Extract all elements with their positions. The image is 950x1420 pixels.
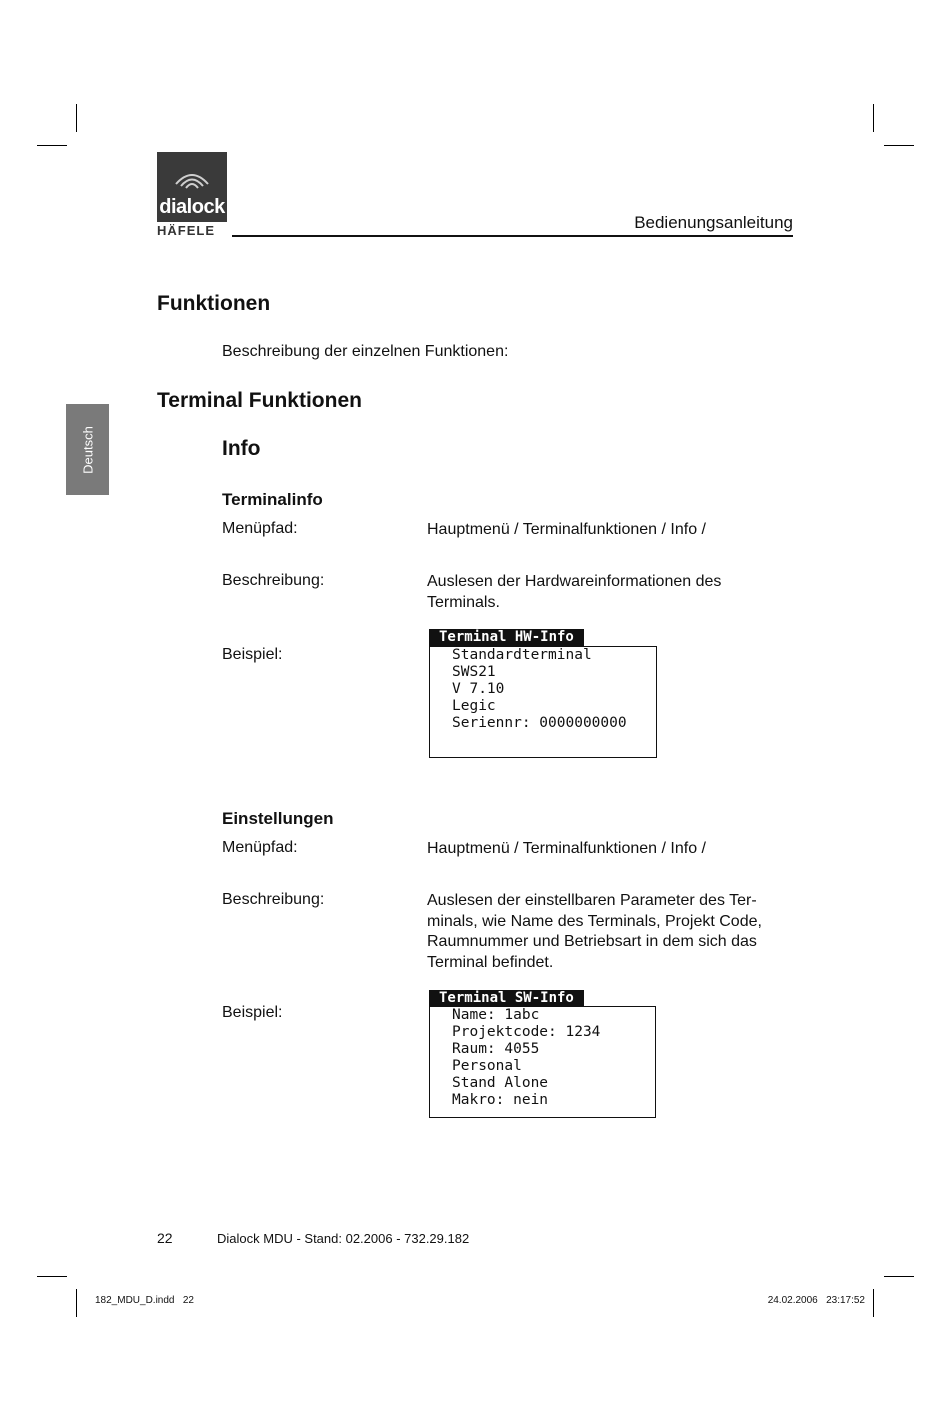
header-rule — [232, 235, 793, 237]
section-intro: Beschreibung der einzelnen Funktionen: — [222, 343, 509, 360]
slug-timestamp: 24.02.2006 23:17:52 — [767, 1295, 865, 1306]
screen-line: Stand Alone — [452, 1075, 549, 1091]
sw-info-screen-title: Terminal SW-Info — [429, 990, 584, 1007]
einstellungen-desc-label: Beschreibung: — [222, 891, 325, 908]
description-line: Auslesen der einstellbaren Parameter des Ter- — [427, 892, 757, 909]
crop-mark — [37, 145, 67, 146]
crop-mark — [76, 104, 77, 132]
description-line: Auslesen der Hardwareinformationen des — [427, 573, 722, 590]
terminalinfo-menu-label: Menüpfad: — [222, 520, 298, 537]
footer-doc-info: Dialock MDU - Stand: 02.2006 - 732.29.182 — [217, 1231, 470, 1246]
einstellungen-description — [427, 891, 797, 973]
page-number: 22 — [157, 1230, 173, 1246]
description-line: Terminal befindet. — [427, 953, 554, 971]
description-line: minals, wie Name des Terminals, Projekt Code, — [427, 912, 762, 930]
einstellungen-menu-value: Hauptmenü / Terminalfunktionen / Info / — [427, 840, 706, 857]
einstellungen-menu-label: Menüpfad: — [222, 839, 298, 856]
brand-name: HÄFELE — [157, 223, 215, 238]
terminalinfo-desc-label: Beschreibung: — [222, 572, 325, 589]
group-title: Info — [222, 437, 261, 460]
hw-info-screen-title: Terminal HW-Info — [429, 629, 584, 646]
crop-mark — [884, 1276, 914, 1277]
document-type: Bedienungsanleitung — [634, 213, 793, 232]
screen-line: Projektcode: 1234 — [452, 1024, 601, 1040]
einstellungen-example-label: Beispiel: — [222, 1004, 283, 1021]
logo-wordmark: dialock — [159, 196, 225, 218]
dialock-logo — [157, 152, 227, 222]
slug-filename: 182_MDU_D.indd 22 — [95, 1295, 194, 1306]
screen-line: Raum: 4055 — [452, 1041, 540, 1057]
screen-line: SWS21 — [452, 664, 496, 680]
screen-line: Personal — [452, 1058, 522, 1074]
language-tab — [66, 404, 109, 495]
screen-line: V 7.10 — [452, 681, 505, 697]
crop-mark — [76, 1289, 77, 1317]
screen-line: Legic — [452, 698, 496, 714]
terminalinfo-menu-value: Hauptmenü / Terminalfunktionen / Info / — [427, 521, 706, 538]
terminalinfo-example-label: Beispiel: — [222, 646, 283, 663]
crop-mark — [873, 1289, 874, 1317]
sw-info-screen-lines — [452, 1007, 600, 1109]
einstellungen-heading: Einstellungen — [222, 809, 334, 828]
screen-line: Standardterminal — [452, 647, 592, 663]
screen-line: Seriennr: 0000000000 — [452, 715, 627, 731]
signal-arcs-icon — [173, 164, 211, 192]
screen-line: Name: 1abc — [452, 1007, 540, 1023]
crop-mark — [873, 104, 874, 132]
language-tab-label: Deutsch — [80, 425, 95, 474]
description-line: Terminals. — [427, 593, 500, 611]
screen-line: Makro: nein — [452, 1092, 549, 1108]
hw-info-screen-lines — [452, 647, 627, 732]
terminalinfo-description — [427, 572, 797, 613]
terminalinfo-heading: Terminalinfo — [222, 490, 323, 509]
crop-mark — [884, 145, 914, 146]
subsection-title: Terminal Funktionen — [157, 389, 362, 412]
description-line: Raumnummer und Betriebsart in dem sich das — [427, 933, 757, 950]
section-title: Funktionen — [157, 292, 271, 315]
crop-mark — [37, 1276, 67, 1277]
